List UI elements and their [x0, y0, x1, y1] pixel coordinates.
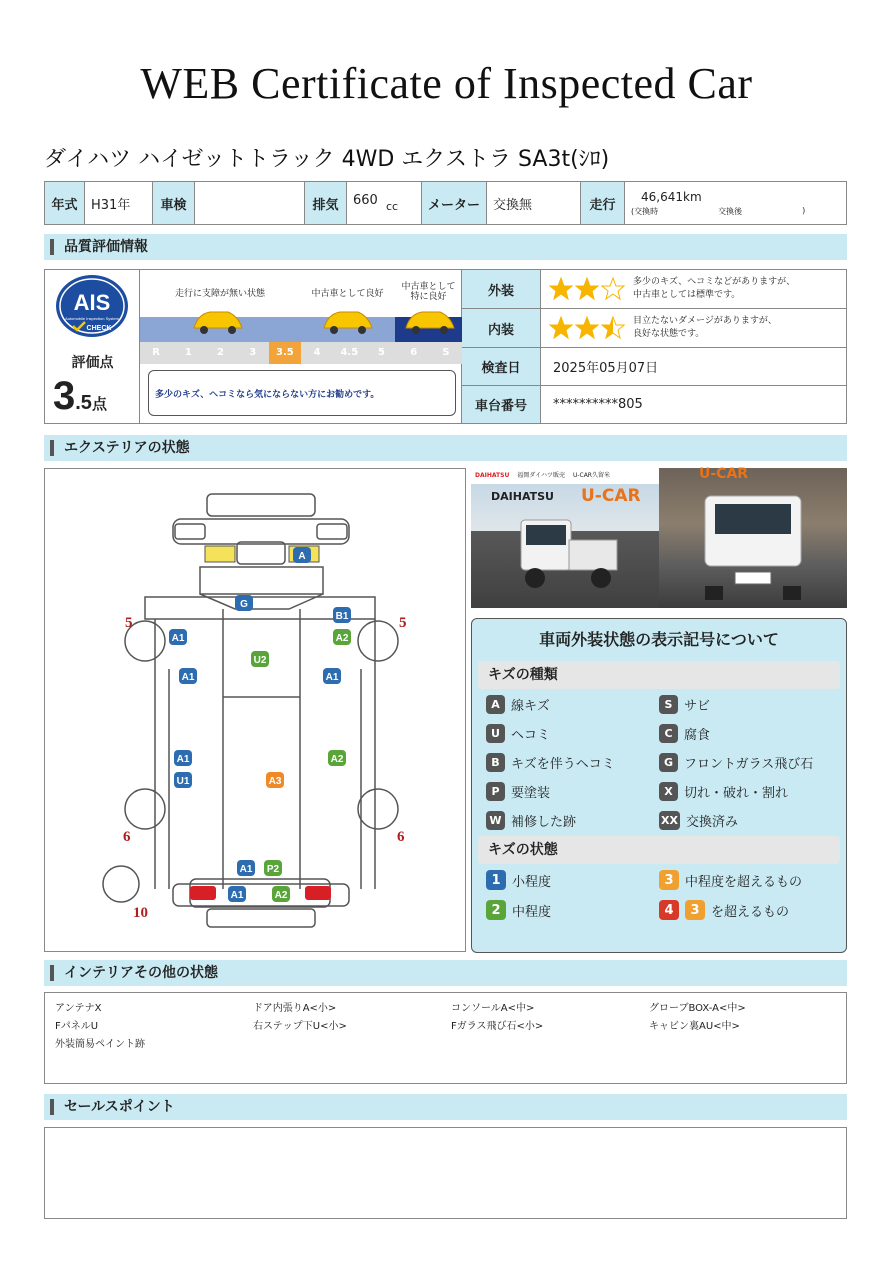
- damage-mark: [264, 860, 282, 876]
- svg-text:U2: U2: [253, 655, 267, 666]
- meter-label: メーター: [422, 182, 487, 225]
- car-photo-front: [471, 468, 659, 608]
- legend-kind-item: [659, 782, 832, 801]
- kind-code: W: [486, 811, 505, 830]
- damage-mark: [328, 750, 346, 766]
- legend-kind-item: [659, 724, 832, 743]
- legend-state-item: [486, 870, 659, 890]
- displacement-label: 排気: [305, 182, 347, 225]
- scale-col3a: 中古車として: [401, 282, 456, 292]
- score-label: 評価点: [71, 355, 114, 371]
- kind-label: 要塗装: [511, 786, 551, 801]
- inspection-date-label: 検査日: [462, 348, 541, 385]
- legend-kind-item: [659, 811, 832, 830]
- kind-code: A: [486, 695, 505, 714]
- interior-stars: [541, 316, 625, 340]
- legend-kinds-title: キズの種類: [478, 661, 840, 689]
- kind-label: 切れ・破れ・割れ: [684, 786, 789, 801]
- exterior-desc2: 中古車としては標準です。: [633, 290, 741, 300]
- svg-text:B1: B1: [335, 611, 349, 622]
- score-decimal: .5: [75, 392, 92, 414]
- kind-label: キズを伴うヘコミ: [511, 757, 615, 772]
- exterior-desc: [625, 276, 795, 302]
- banner-brand: DAIHATSU: [475, 472, 510, 479]
- svg-text:U1: U1: [176, 776, 190, 787]
- interior-desc1: 目立たないダメージがありますが、: [633, 316, 777, 326]
- displacement-value: 660: [353, 193, 378, 208]
- interior-item: FパネルU: [55, 1021, 99, 1032]
- year-label: 年式: [45, 182, 85, 225]
- photo-banner: [471, 468, 659, 484]
- section-sales: セールスポイント: [44, 1094, 847, 1120]
- exterior-diagram: [44, 468, 466, 952]
- exterior-row: [462, 270, 846, 309]
- mileage-label: 走行: [581, 182, 625, 225]
- legend-states: [472, 864, 846, 926]
- inspection-date-row: [462, 348, 846, 386]
- state-label: 小程度: [512, 874, 552, 890]
- interior-item: アンテナX: [55, 1003, 102, 1014]
- kind-label: 交換済み: [685, 815, 738, 830]
- mileage-value: 46,641km: [641, 189, 702, 204]
- interior-desc: [625, 315, 777, 341]
- state-num: 1: [486, 870, 506, 890]
- legend-title: 車両外装状態の表示記号について: [539, 630, 779, 649]
- grade-1: 1: [184, 347, 192, 358]
- star-icon: [575, 316, 599, 340]
- car-icon: [190, 306, 246, 336]
- state-label: を超えるもの: [711, 904, 790, 920]
- inspection-date-value: 2025年05月07日: [553, 361, 659, 376]
- grade-6: 6: [410, 347, 418, 358]
- svg-text:P2: P2: [266, 864, 280, 875]
- star-icon: [575, 277, 599, 301]
- grade-3: 3: [249, 347, 257, 358]
- legend-kind-item: [486, 724, 659, 743]
- displacement-cell: [347, 182, 422, 225]
- scale-grades: [140, 342, 462, 364]
- damage-mark: [235, 595, 253, 611]
- banner-dealer: 福岡ダイハツ販売: [517, 472, 566, 479]
- damage-mark: [293, 547, 311, 563]
- svg-text:A1: A1: [325, 672, 339, 683]
- tire-label: 6: [123, 829, 131, 845]
- svg-text:A1: A1: [171, 633, 185, 644]
- scale-comment: 多少のキズ、ヘコミなら気にならない方にお勧めです。: [148, 370, 456, 416]
- kind-code: XX: [659, 811, 680, 830]
- interior-item: 外装簡易ペイント跡: [55, 1039, 145, 1050]
- chassis-value: **********805: [553, 397, 643, 412]
- grade-4.5: 4.5: [340, 347, 359, 358]
- legend-states-title: キズの状態: [478, 836, 840, 864]
- kind-label: 補修した跡: [511, 815, 577, 830]
- shaken-label: 車検: [153, 182, 195, 225]
- exterior-label: 外装: [462, 270, 541, 308]
- star-icon: [601, 316, 625, 340]
- score-main: 3: [53, 374, 76, 418]
- car-icon: [402, 306, 458, 336]
- tire-label: 5: [399, 615, 407, 631]
- svg-text:A1: A1: [181, 672, 195, 683]
- star-icon: [549, 316, 573, 340]
- ais-logo-text: AIS: [73, 290, 111, 315]
- truck-photo-icon: [511, 510, 621, 602]
- car-photo-rear: [659, 468, 847, 608]
- interior-desc2: 良好な状態です。: [633, 329, 705, 339]
- legend-kind-item: [486, 811, 659, 830]
- svg-text:A2: A2: [274, 890, 288, 901]
- sign-brand: DAIHATSU: [491, 490, 554, 503]
- interior-row: [462, 309, 846, 348]
- quality-panel: [44, 269, 847, 424]
- state-label: 中程度を超えるもの: [685, 874, 803, 890]
- section-interior: インテリアその他の状態: [44, 960, 847, 986]
- exterior-desc1: 多少のキズ、ヘコミなどがありますが、: [633, 277, 796, 287]
- ais-logo-sub1: Automobile Inspection System: [65, 316, 119, 321]
- kind-label: フロントガラス飛び石: [684, 757, 814, 772]
- symbol-legend: [471, 618, 847, 953]
- state-label: 中程度: [512, 904, 552, 920]
- sales-point-box: [44, 1127, 847, 1219]
- damage-mark: [266, 772, 284, 788]
- grade-scale: [140, 270, 462, 423]
- banner-store: U-CAR久留米: [572, 472, 610, 479]
- grade-2: 2: [217, 347, 224, 358]
- svg-text:A1: A1: [239, 864, 253, 875]
- car-name: ダイハツ ハイゼットトラック 4WD エクストラ SA3t(ｼﾛ): [44, 147, 610, 172]
- interior-item: 右ステップ下U<小>: [253, 1021, 347, 1032]
- damage-mark: [169, 629, 187, 645]
- legend-state-item: [659, 870, 832, 890]
- displacement-unit: cc: [385, 200, 399, 213]
- legend-kinds: [472, 689, 846, 836]
- scale-col2: 中古車として良好: [311, 289, 384, 299]
- kind-label: サビ: [684, 699, 711, 714]
- scale-col3b: 特に良好: [410, 292, 447, 302]
- mileage-sub-right: 交換後: [718, 206, 743, 216]
- ais-logo-icon: [55, 274, 129, 338]
- sign-ucar: U-CAR: [581, 486, 641, 506]
- damage-mark: [228, 886, 246, 902]
- score: [53, 374, 107, 419]
- truck-diagram: [45, 469, 465, 951]
- page-title: WEB Certificate of Inspected Car: [140, 59, 753, 108]
- mileage-sub-left: (交換時: [631, 206, 659, 216]
- year-value: H31年: [85, 182, 153, 225]
- chassis-row: [462, 386, 846, 423]
- ais-logo-sub2: CHECK: [86, 325, 112, 332]
- legend-kind-item: [659, 695, 832, 714]
- scale-col1: 走行に支障が無い状態: [174, 289, 265, 299]
- star-icon: [601, 277, 625, 301]
- svg-text:A1: A1: [176, 754, 190, 765]
- grade-3.5: 3.5: [269, 342, 301, 364]
- damage-mark: [179, 668, 197, 684]
- meter-value: 交換無: [487, 182, 581, 225]
- score-unit: 点: [91, 396, 107, 413]
- damage-mark: [237, 860, 255, 876]
- svg-text:A1: A1: [230, 890, 244, 901]
- svg-text:A2: A2: [335, 633, 349, 644]
- tire-label: 6: [397, 829, 405, 845]
- mileage-sub: [631, 206, 840, 217]
- interior-label: 内装: [462, 309, 541, 347]
- kind-code: P: [486, 782, 505, 801]
- legend-state-item: [659, 900, 832, 920]
- spec-table: [44, 181, 847, 225]
- mileage-sub-close: ): [802, 205, 806, 215]
- damage-mark: [333, 629, 351, 645]
- grade-4: 4: [313, 347, 321, 358]
- kind-label: ヘコミ: [511, 728, 551, 743]
- tire-label: 10: [133, 905, 148, 921]
- interior-item: グローブBOX-A<中>: [649, 1003, 746, 1014]
- grade-R: R: [152, 347, 160, 358]
- svg-text:A3: A3: [268, 776, 282, 787]
- damage-mark: [333, 607, 351, 623]
- kind-label: 線キズ: [511, 699, 550, 714]
- state-num: 3: [659, 870, 679, 890]
- grade-5: 5: [378, 347, 385, 358]
- chassis-label: 車台番号: [462, 386, 541, 423]
- interior-item: ドア内張りA<小>: [253, 1003, 337, 1014]
- state-num2: 3: [685, 900, 705, 920]
- shaken-value: [195, 182, 305, 225]
- mileage-cell: [625, 182, 847, 225]
- legend-kind-item: [659, 753, 832, 772]
- kind-code: B: [486, 753, 505, 772]
- svg-text:G: G: [240, 599, 248, 610]
- legend-kind-item: [486, 782, 659, 801]
- damage-mark: [251, 651, 269, 667]
- damage-mark: [323, 668, 341, 684]
- kind-code: X: [659, 782, 678, 801]
- grade-S: S: [442, 347, 450, 358]
- exterior-stars: [541, 277, 625, 301]
- damage-mark: [272, 886, 290, 902]
- section-exterior: エクステリアの状態: [44, 435, 847, 461]
- legend-kind-item: [486, 753, 659, 772]
- kind-code: U: [486, 724, 505, 743]
- legend-state-item: [486, 900, 659, 920]
- interior-item: Fガラス飛び石<小>: [451, 1021, 544, 1032]
- kind-code: S: [659, 695, 678, 714]
- state-num: 2: [486, 900, 506, 920]
- svg-text:A2: A2: [330, 754, 344, 765]
- ais-box: [45, 270, 140, 423]
- damage-mark: [174, 750, 192, 766]
- kind-code: G: [659, 753, 678, 772]
- interior-list: [44, 992, 847, 1084]
- car-icon: [320, 306, 376, 336]
- sign2: U-CAR: [699, 466, 749, 482]
- damage-mark: [174, 772, 192, 788]
- kind-code: C: [659, 724, 678, 743]
- interior-item: キャビン裏AU<中>: [649, 1021, 740, 1032]
- tire-label: 5: [125, 615, 133, 631]
- section-quality: 品質評価情報: [44, 234, 847, 260]
- kind-label: 腐食: [684, 728, 711, 743]
- svg-text:A: A: [298, 551, 306, 562]
- truck-rear-photo-icon: [695, 486, 811, 604]
- interior-item: コンソールA<中>: [451, 1003, 535, 1014]
- state-num: 4: [659, 900, 679, 920]
- legend-kind-item: [486, 695, 659, 714]
- star-icon: [549, 277, 573, 301]
